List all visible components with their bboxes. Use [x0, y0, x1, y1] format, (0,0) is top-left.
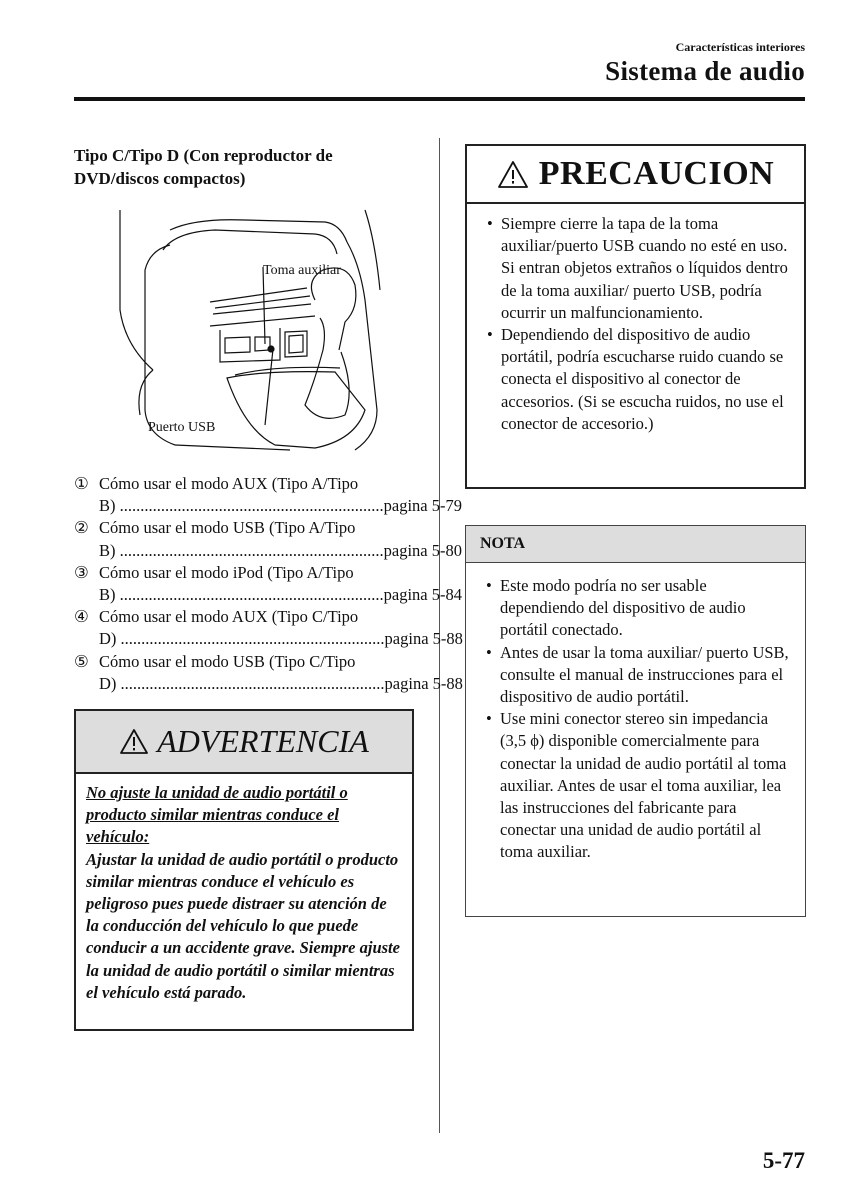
list-item-text: Siempre cierre la tapa de la toma auxiliar/puerto USB cuando no esté en uso. Si entran objetos extraños o líquidos dentro de la toma auxiliar/ puerto USB, podría ocurrir un malfuncionamiento. — [501, 214, 788, 322]
page-reference-link[interactable]: pagina 5-79 — [383, 496, 462, 516]
list-item[interactable] — [74, 473, 462, 517]
list-item[interactable] — [74, 651, 463, 695]
circled-number: ① — [74, 474, 89, 493]
warning-triangle-icon — [497, 160, 529, 189]
page-title: Sistema de audio — [605, 56, 805, 86]
bullet: • — [486, 642, 492, 662]
caution-box — [465, 144, 806, 489]
page-reference-link[interactable]: pagina 5-84 — [383, 585, 462, 605]
list-item-text: Antes de usar la toma auxiliar/ puerto USB, consulte el manual de instrucciones para el dispositivo de audio portátil. — [500, 642, 789, 707]
list-item-dots: B) ................................................................ — [99, 540, 384, 560]
caution-header — [467, 146, 804, 204]
list-item-text: Cómo usar el modo USB (Tipo C/Tipo — [99, 651, 356, 671]
warning-lead: No ajuste la unidad de audio portátil o producto similar mientras conduce el vehículo: — [86, 783, 348, 847]
list-item[interactable] — [74, 517, 462, 561]
section-heading: Tipo C/Tipo D (Con reproductor de DVD/discos compactos) — [74, 146, 333, 188]
caution-list — [467, 204, 804, 435]
caution-title: PRECAUCION — [538, 155, 775, 192]
list-item — [480, 642, 795, 709]
bullet: • — [486, 576, 492, 595]
list-item — [481, 324, 794, 435]
list-item-text: Cómo usar el modo USB (Tipo A/Tipo — [99, 518, 356, 538]
list-item-text: Dependiendo del dispositivo de audio portátil, podría escucharse ruido cuando se conecta el dispositivo al conector de accesorios. (Si se escucha ruidos, no use el conector de accesorio.) — [501, 325, 784, 433]
reference-list — [74, 473, 463, 695]
warning-triangle-icon — [119, 728, 149, 755]
list-item[interactable] — [74, 606, 463, 650]
list-item — [480, 575, 795, 642]
page-reference-link[interactable]: pagina 5-88 — [384, 629, 463, 649]
warning-body — [76, 774, 412, 1004]
warning-header — [76, 711, 412, 774]
chapter-subtitle: Características interiores — [675, 40, 805, 54]
list-item-dots: D) ................................................................ — [99, 629, 385, 649]
list-item[interactable] — [74, 562, 462, 606]
header-rule — [74, 97, 805, 101]
list-item-text: Use mini conector stereo sin impedancia (3,5 ϕ) disponible comercialmente para conectar la unidad de audio portátil al toma auxiliar. Antes de usar el toma auxiliar, lea las instrucciones del fabricante para conectar una unidad de audio portátil al toma auxiliar. — [500, 709, 787, 862]
label-usb: Puerto USB — [148, 420, 216, 435]
page-reference-link[interactable]: pagina 5-88 — [384, 673, 463, 693]
circled-number: ② — [74, 518, 89, 538]
warning-text: Ajustar la unidad de audio portátil o producto similar mientras conduce el vehículo es peligroso pues puede distraer su atención de la conducción del vehículo lo que puede conducir a un accidente grave. Siempre ajuste la unidad de audio portátil o similar mientras el vehículo está parado. — [86, 849, 400, 1002]
list-item-text: Cómo usar el modo iPod (Tipo A/Tipo — [99, 562, 354, 582]
page-number: 5-77 — [762, 1148, 805, 1173]
list-item-dots: B) ................................................................ — [99, 496, 384, 516]
note-box — [465, 525, 806, 917]
note-list — [466, 563, 805, 864]
label-aux: Toma auxiliar — [263, 263, 341, 278]
list-item — [480, 708, 795, 863]
console-illustration — [115, 210, 390, 455]
list-item-dots: B) ................................................................ — [99, 585, 384, 605]
bullet: • — [486, 709, 492, 729]
list-item-text: Cómo usar el modo AUX (Tipo A/Tipo — [99, 474, 359, 493]
bullet: • — [487, 325, 493, 345]
circled-number: ④ — [74, 607, 89, 627]
circled-number: ③ — [74, 562, 89, 582]
page-reference-link[interactable]: pagina 5-80 — [383, 540, 462, 560]
warning-title: ADVERTENCIA — [157, 723, 369, 759]
bullet: • — [487, 214, 493, 233]
note-title: NOTA — [466, 526, 805, 563]
circled-number: ⑤ — [74, 651, 89, 671]
list-item-dots: D) ................................................................ — [99, 673, 385, 693]
list-item — [481, 213, 794, 324]
list-item-text: Cómo usar el modo AUX (Tipo C/Tipo — [99, 607, 359, 627]
warning-box — [74, 709, 414, 1031]
list-item-text: Este modo podría no ser usable dependiendo del dispositivo de audio portátil conectado. — [500, 576, 746, 640]
